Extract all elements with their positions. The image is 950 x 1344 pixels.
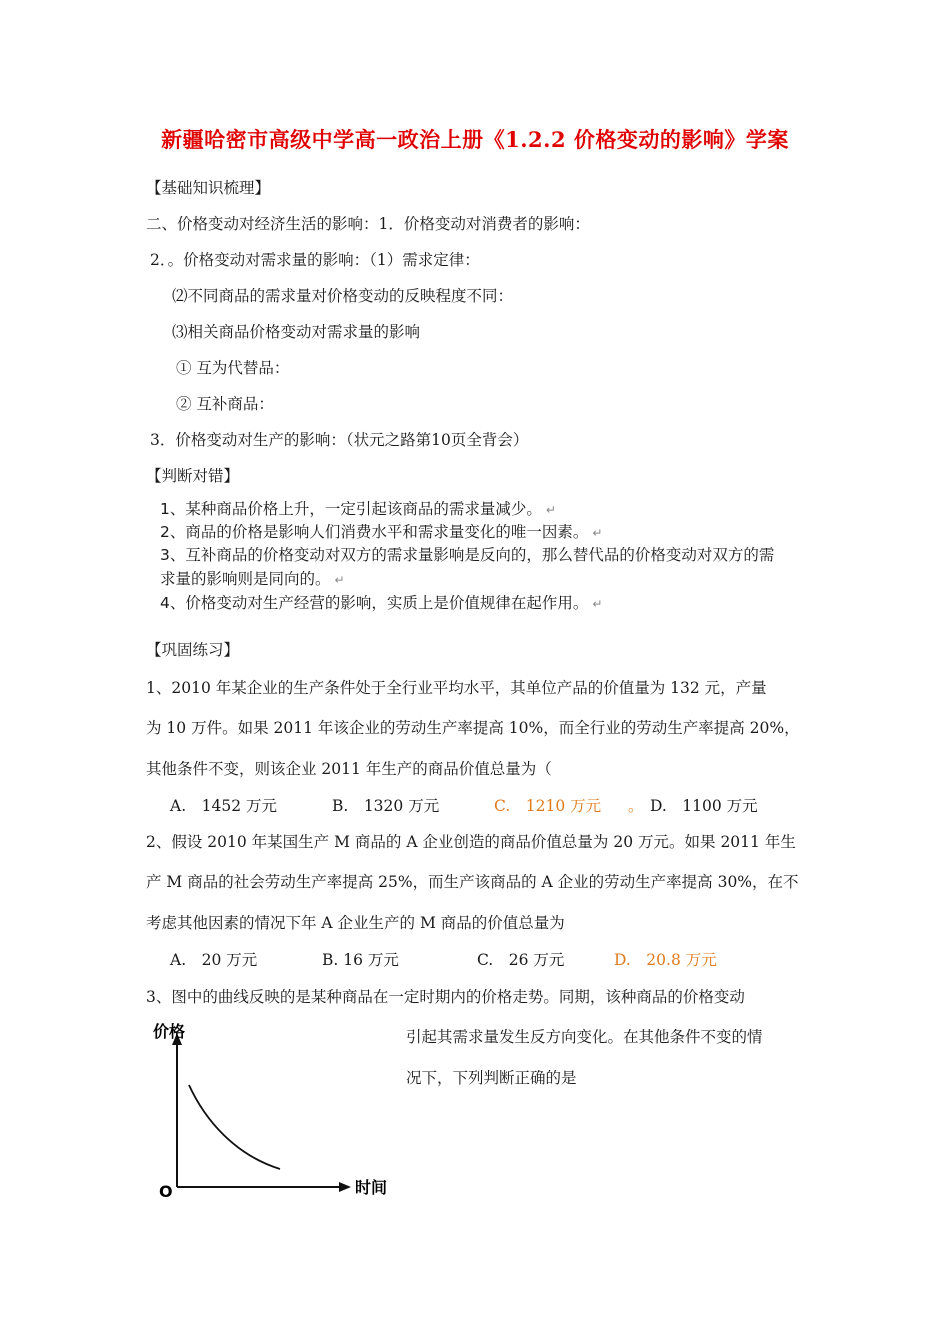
practice-heading: 【巩固练习】 <box>146 641 240 659</box>
x-axis-arrow-icon <box>339 1182 351 1192</box>
q2-option-a: A. 20 万元 <box>170 951 258 969</box>
q2-line-3: 考虑其他因素的情况下年 A 企业生产的 M 商品的价值总量为 <box>146 914 565 932</box>
q2-option-b: B. 16 万元 <box>322 951 399 969</box>
x-axis-label: 时间 <box>355 1178 388 1197</box>
judge-item-3a: 3、互补商品的价格变动对双方的需求量影响是反向的，那么替代品的价格变动对双方的需 <box>160 546 775 564</box>
y-axis-label: 价格 <box>153 1022 186 1041</box>
judge-item-3b: 求量的影响则是同向的。 ↵ <box>160 570 345 588</box>
basics-line-7: 3．价格变动对生产的影响：（状元之路第10页全背会） <box>150 431 529 449</box>
q1-option-d: D. 1100 万元 <box>650 797 758 815</box>
judge-heading: 【判断对错】 <box>146 467 240 485</box>
q1-option-c: C. 1210 万元 <box>494 797 602 815</box>
price-time-graph <box>145 1015 405 1209</box>
q1-dot: 。 <box>628 797 644 815</box>
basics-line-3: ⑵不同商品的需求量对价格变动的反映程度不同： <box>172 287 514 305</box>
basics-line-1: 二、价格变动对经济生活的影响：1．价格变动对消费者的影响： <box>146 215 590 233</box>
origin-label: O <box>159 1182 173 1201</box>
q3-line-3: 况下，下列判断正确的是 <box>406 1069 577 1087</box>
price-graph-svg <box>145 1015 405 1205</box>
price-curve <box>189 1085 280 1169</box>
q1-line-2: 为 10 万件。如果 2011 年该企业的劳动生产率提高 10%，而全行业的劳动生产率提高 20%， <box>146 719 800 737</box>
judge-item-4: 4、价格变动对生产经营的影响，实质上是价值规律在起作用。 ↵ <box>160 594 603 612</box>
judge-item-1: 1、某种商品价格上升，一定引起该商品的需求量减少。 ↵ <box>160 500 556 518</box>
document-title: 新疆哈密市高级中学高一政治上册《1.2.2 价格变动的影响》学案 <box>161 127 789 152</box>
q2-option-d: D. 20.8 万元 <box>614 951 717 969</box>
q2-line-2: 产 M 商品的社会劳动生产率提高 25%，而生产该商品的 A 企业的劳动生产率提高 30%，在不 <box>146 873 799 891</box>
basics-heading: 【基础知识梳理】 <box>146 179 271 197</box>
q3-line-2: 引起其需求量发生反方向变化。在其他条件不变的情 <box>406 1028 763 1046</box>
basics-line-5: ① 互为代替品： <box>176 359 290 377</box>
basics-line-6: ② 互补商品： <box>176 395 274 413</box>
q1-option-a: A. 1452 万元 <box>170 797 277 815</box>
q3-line-1: 3、图中的曲线反映的是某种商品在一定时期内的价格走势。同期，该种商品的价格变动 <box>146 988 745 1006</box>
q1-line-3: 其他条件不变，则该企业 2011 年生产的商品价值总量为（ <box>146 760 552 778</box>
judge-item-2: 2、商品的价格是影响人们消费水平和需求量变化的唯一因素。 ↵ <box>160 523 603 541</box>
basics-line-4: ⑶相关商品价格变动对需求量的影响 <box>172 323 421 341</box>
q2-option-c: C. 26 万元 <box>477 951 565 969</box>
q2-line-1: 2、假设 2010 年某国生产 M 商品的 A 企业创造的商品价值总量为 20 万元。如果 2011 年生 <box>146 833 796 851</box>
basics-line-2: 2．。价格变动对需求量的影响：（1）需求定律： <box>150 251 480 269</box>
q1-option-b: B. 1320 万元 <box>332 797 440 815</box>
q1-line-1: 1、2010 年某企业的生产条件处于全行业平均水平，其单位产品的价值量为 132 元，产量 <box>146 679 767 697</box>
